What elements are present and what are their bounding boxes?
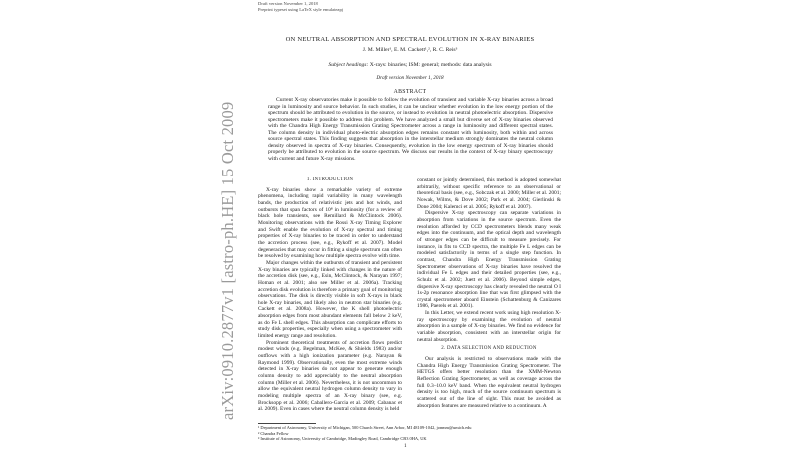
abstract-body: Current X-ray observatories make it possible to follow the evolution of transient and variable X-ray binaries across a broad range in luminosity and source behavior. In such studies, it can be unclear whether evolution in the low energy portion of the spectrum should be attributed to evolution in the source, or instead to evolution in neutral photoelectric absorption. Dispersive spectrometers make it possible to address this problem. We have analyzed a small but diverse set of X-ray binaries observed with the Chandra High Energy Transmission Grating Spectrometer across a range in luminosity and different spectral states. The column density in individual photo-electric absorption edges remains constant with luminosity, both within and across source spectral states. This finding suggests that absorption in the interstellar medium strongly dominates the neutral column density observed in spectra of X-ray binaries. Consequently, evolution in the low energy spectrum of X-ray binaries should properly be attributed to evolution in the source spectrum. We discuss our results in the context of X-ray binary spectroscopy with current and future X-ray missions.: [268, 97, 553, 162]
subject-headings: [258, 62, 562, 68]
paragraph: constant or jointly determined, this method is adopted somewhat arbitrarily, without specific reference to an observational or theoretical basis (see, e.g., Sobczak et al. 2000; Miller et al. 2001; Nowak, Wilms, & Dove 2002; Park et al. 2004; Gierlinski & Done 2004; Kalemci et al. 2005; Rykoff et al. 2007).: [417, 177, 561, 210]
footnote-1: ¹ Department of Astronomy, University of Michigan, 500 Church Street, Ann Arbor, MI 48109-1042, jonmm@umich.edu: [258, 425, 472, 430]
footnote-2: ² Chandra Fellow: [258, 430, 289, 436]
preprint-header: Preprint typeset using LaTeX style emulateapj: [258, 7, 344, 12]
footnote-3: ³ Institute of Astronomy, University of Cambridge, Madingley Road, Cambridge CB3 0HA, UK: [258, 436, 427, 442]
paragraph: In this Letter, we extend recent work using high resolution X-ray spectroscopy by examining the evolution of neutral absorption in a sample of X-ray binaries. We find no evidence for variable absorption, consistent with an interstellar origin for neutral absorption.: [417, 310, 561, 343]
subject-text: X-rays: binaries; ISM: general; methods: data analysis: [368, 62, 492, 68]
paragraph: Major changes within the outbursts of transient and persistent X-ray binaries are typically linked with changes in the nature of the accretion disk (see, e.g., Esin, McClintock, & Narayan 1997; Homan et al. 2001; also see Miller et al. 2006a). Tracking accretion disk evolution is therefore a primary goal of monitoring observations. The disk is directly visible in soft X-rays in black hole X-ray binaries, and likely also in neutron star binaries (e.g. Cackett et al. 2008a). However, the K shell photoelectric absorption edges from most abundant elements fall below 2 keV, as do Fe L shell edges. This absorption can complicate efforts to study disk properties, especially when using a spectrometer with limited energy range and resolution.: [258, 259, 402, 340]
paragraph: Prominent theoretical treatments of accretion flows predict modest winds (e.g. Begelman, McKee, & Shields 1983) and/or outflows with a high ionization parameter (e.g. Narayan & Raymond 1999). Observationally, even the most extreme winds detected in X-ray binaries do not appear to generate enough column density to add appreciably to the neutral absorption column (Miller et al. 2006). Nevertheless, it is not uncommon to allow the equivalent neutral hydrogen column density to vary in modeling multiple spectra of an X-ray binary (see, e.g. Brocksopp et al. 2006; Caballero-Garcia et al. 2009; Cabanac et al. 2009). Even in cases where the neutral column density is held: [258, 339, 402, 413]
footnote-rule: [258, 423, 316, 424]
paragraph: Our analysis is restricted to observations made with the Chandra High Energy Transmission Grating Spectrometer. The HETGS offers better resolution than the XMM-Newton Reflection Grating Spectrometer, as well as coverage across the full 0.3–10.0 keV band. When the equivalent neutral hydrogen density is too high, much of the source continuum spectrum is scattered out of the line of sight. This must be avoided as absorption features are measured relative to a continuum. A: [417, 356, 561, 409]
paper-title: ON NEUTRAL ABSORPTION AND SPECTRAL EVOLUTION IN X-RAY BINARIES: [285, 36, 535, 43]
author-list: J. M. Miller¹, E. M. Cackett¹,², R. C. Reis³: [362, 47, 458, 53]
page-number: 1: [404, 443, 407, 449]
left-column: [258, 177, 402, 447]
footnotes: [258, 420, 558, 442]
arxiv-stamp: arXiv:0910.2877v1 [astro-ph.HE] 15 Oct 2009: [218, 101, 237, 420]
subject-label: Subject headings:: [328, 62, 369, 68]
abstract-heading: ABSTRACT: [393, 89, 427, 95]
section-heading-data: 2. DATA SELECTION AND REDUCTION: [441, 346, 537, 352]
paragraph: Dispersive X-ray spectroscopy can separate variations in absorption from variations in the source spectrum. Even the resolution afforded by CCD spectrometers blends many weak edges into the continuum, and the optical depth and wavelength of stronger edges can be difficult to measure precisely. For instance, in fits to CCD spectra, the multiple Fe L edges can be modeled satisfactorily in terms of a single step function. In contrast, Chandra High Energy Transmission Grating Spectrometer observations of X-ray binaries have resolved the individual Fe L edges and their detailed properties (see, e.g., Schulz et al. 2002; Juett et al. 2006). Beyond simple edges, dispersive X-ray spectroscopy has clearly revealed the neutral O I 1s-2p resonance absorption line that was first glimpsed with the crystal spectrometer aboard Einstein (Schattenburg & Canizares 1986, Paerels et al. 2001).: [417, 210, 561, 310]
right-column: [417, 177, 561, 447]
section-heading-introduction: 1. INTRODUCTION: [306, 177, 354, 182]
draft-header: Draft version November 1, 2018: [258, 1, 318, 6]
paragraph: X-ray binaries show a remarkable variety of extreme phenomena, including rapid variability in many wavelength bands, the production of relativistic jets and hot winds, and outbursts that span factors of 10⁸ in luminosity (for a review of black hole transients, see Remillard & McClintock 2006). Monitoring observations with the Rossi X-ray Timing Explorer and Swift enable the evolution of X-ray spectral and timing properties of X-ray binaries to be traced in order to understand the accretion process (see, e.g., Rykoff et al. 2007). Model degeneracies that may occur in fitting a single spectrum can often be resolved by examining how multiple spectra evolve with time.: [258, 186, 402, 260]
draft-date: Draft version November 1, 2018: [376, 75, 444, 81]
